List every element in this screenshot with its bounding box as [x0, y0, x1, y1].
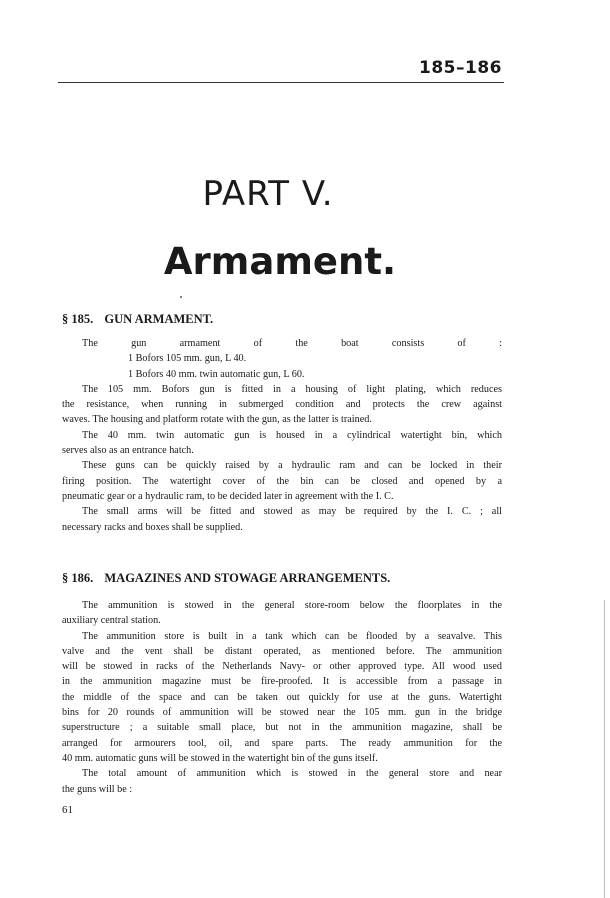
text-line: arranged for armourers tool, oil, and spare parts. The ready ammunition for the [62, 737, 502, 749]
part-title: PART V. [202, 174, 334, 214]
text-line: superstructure ; a suitable small place, but not in the ammunition magazine, shall be [62, 722, 502, 734]
page-number-header: 185–186 [419, 58, 502, 78]
text-line: firing position. The watertight cover of the bin can be closed and opened by a [62, 475, 502, 487]
text-line: The 105 mm. Bofors gun is fitted in a housing of light plating, which reduces [82, 383, 502, 395]
text-line: The 40 mm. twin automatic gun is housed in a cylindrical watertight bin, which [82, 429, 502, 441]
text-line: 1 Bofors 105 mm. gun, L 40. [128, 353, 247, 365]
section-body-185 [62, 336, 502, 535]
text-line: The small arms will be fitted and stowed as may be required by the I. C. ; all [82, 506, 502, 518]
text-line: the resistance, when running in submerged condition and protects the crew against [62, 399, 502, 411]
text-line: auxiliary central station. [62, 615, 161, 627]
text-line: necessary racks and boxes shall be supplied. [62, 521, 243, 533]
section-heading-186 [62, 571, 390, 586]
section-number: § 186. [62, 571, 94, 585]
text-line: bins for 20 rounds of ammunition will be stowed near the 105 mm. gun in the bridge [62, 707, 502, 719]
main-title: Armament. [163, 240, 397, 283]
text-line: The ammunition store is built in a tank which can be flooded by a seavalve. This [82, 630, 502, 642]
text-line: serves also as an entrance hatch. [62, 445, 194, 457]
text-line: the middle of the space and can be taken out quickly for use at the guns. Watertight [62, 691, 502, 703]
text-line: 40 mm. automatic guns will be stowed in the watertight bin of the guns itself. [62, 752, 378, 764]
text-line: the guns will be : [62, 783, 133, 795]
text-line: 1 Bofors 40 mm. twin automatic gun, L 60. [128, 368, 305, 380]
ink-dot [180, 296, 182, 298]
section-title: GUN ARMAMENT. [104, 312, 214, 326]
text-line: The ammunition is stowed in the general store-room below the floorplates in the [82, 600, 502, 611]
text-line: The gun armament of the boat consists of : [82, 338, 502, 349]
section-body-186 [62, 598, 502, 797]
section-number: § 185. [62, 312, 94, 326]
section-heading-185 [62, 312, 213, 327]
folio-page-number: 61 [62, 804, 73, 816]
text-line: valve and the vent shall be distant operated, as mentioned before. The ammunition [62, 645, 502, 657]
text-line: will be stowed in racks of the Netherlands Navy- or other approved type. All wood used [62, 661, 502, 673]
text-line: pneumatic gear or a hydraulic ram, to be decided later in agreement with the I. C. [62, 490, 394, 502]
section-title: MAGAZINES AND STOWAGE ARRANGEMENTS. [104, 571, 391, 585]
scan-edge-line [604, 600, 605, 898]
header-rule [58, 82, 504, 83]
text-line: These guns can be quickly raised by a hydraulic ram and can be locked in their [82, 460, 502, 472]
text-line: in the ammunition magazine must be fire-proofed. It is accessible from a passage in [62, 676, 502, 688]
text-line: The total amount of ammunition which is stowed in the general store and near [82, 768, 502, 780]
text-line: waves. The housing and platform rotate with the gun, as the latter is trained. [62, 414, 372, 426]
